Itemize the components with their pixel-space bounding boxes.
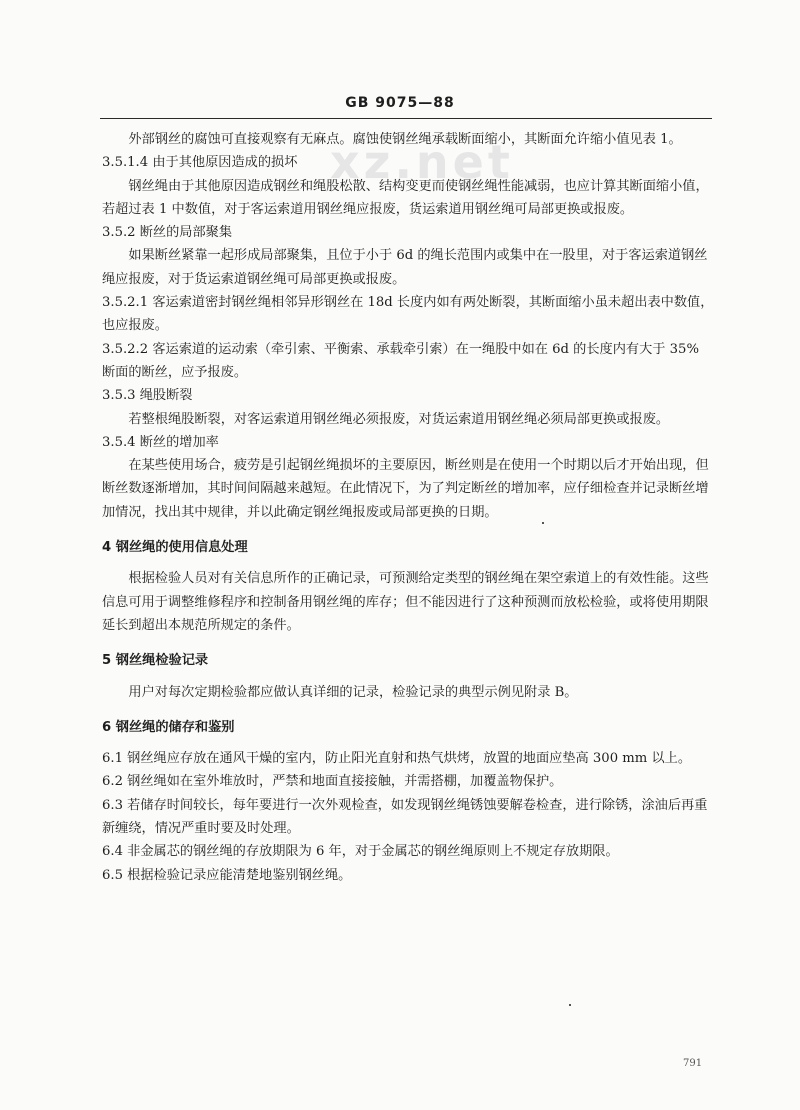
item-6-1: 6.1 钢丝绳应存放在通风干燥的室内，防止阳光直射和热气烘烤，放置的地面应垫高 300 mm 以上。 — [102, 751, 692, 767]
watermark: xz.net — [330, 135, 514, 189]
header-divider — [100, 118, 712, 119]
item-6-4: 6.4 非金属芯的钢丝绳的存放期限为 6 年，对于金属芯的钢丝绳原则上不规定存放期限。 — [102, 844, 619, 860]
paragraph-3-5-2: 如果断丝紧靠一起形成局部聚集，且位于小于 6d 的绳长范围内或集中在一股里，对于客运索道钢丝绳应报废，对于货运索道钢丝绳可局部更换或报废。 — [102, 248, 708, 287]
scan-speck — [542, 522, 544, 524]
paragraph-3-5-2-2: 3.5.2.2 客运索道的运动索（牵引索、平衡索、承载牵引索）在一绳股中如在 6d 的长度内有大于 35% 断面的断丝，应予报废。 — [102, 341, 699, 380]
section-6-heading: 6 钢丝绳的储存和鉴别 — [102, 719, 235, 735]
section-4-heading: 4 钢丝绳的使用信息处理 — [102, 540, 248, 556]
page-number: 791 — [683, 1058, 703, 1069]
heading-3-5-3: 3.5.3 绳股断裂 — [102, 388, 193, 404]
heading-3-5-2: 3.5.2 断丝的局部聚集 — [102, 225, 233, 241]
paragraph-3-5-1-4: 钢丝绳由于其他原因造成钢丝和绳股松散、结构变更而使钢丝绳性能减弱，也应计算其断面缩小值，若超过表 1 中数值，对于客运索道用钢丝绳应报废，货运索道用钢丝绳可局部更换或报废。 — [102, 178, 709, 217]
heading-3-5-1-4: 3.5.1.4 由于其他原因造成的损坏 — [102, 155, 298, 171]
paragraph-3-5-2-1: 3.5.2.1 客运索道密封钢丝绳相邻异形钢丝在 18d 长度内如有两处断裂，其断面缩小虽未超出表中数值，也应报废。 — [102, 295, 714, 334]
paragraph-3-5-3: 若整根绳股断裂，对客运索道用钢丝绳必须报废，对货运索道用钢丝绳必须局部更换或报废。 — [128, 411, 670, 427]
section-5-heading: 5 钢丝绳检验记录 — [102, 653, 209, 669]
item-6-3: 6.3 若储存时间较长，每年要进行一次外观检查，如发现钢丝绳锈蚀要解卷检查，进行除锈，涂油后再重新缠绕，情况严重时要及时处理。 — [102, 797, 708, 837]
item-6-2: 6.2 钢丝绳如在室外堆放时，严禁和地面直接接触，并需搭棚，加覆盖物保护。 — [102, 774, 563, 790]
scan-speck — [569, 1004, 571, 1006]
paragraph-3-5-4: 在某些使用场合，疲劳是引起钢丝绳损坏的主要原因，断丝则是在使用一个时期以后才开始出现，但断丝数逐渐增加，其时间间隔越来越短。在此情况下，为了判定断丝的增加率，应仔细检查并记录断丝增加情况，找出其中规律，并以此确定钢丝绳报废或局部更换的日期。 — [102, 458, 709, 520]
page-header: GB 9075—88 — [345, 95, 455, 111]
section-5-body: 用户对每次定期检验都应做认真详细的记录，检验记录的典型示例见附录 B。 — [128, 684, 578, 700]
paragraph-corrosion: 外部钢丝的腐蚀可直接观察有无麻点。腐蚀使钢丝绳承载断面缩小，其断面允许缩小值见表 1。 — [128, 132, 682, 147]
section-4-body: 根据检验人员对有关信息所作的正确记录，可预测给定类型的钢丝绳在架空索道上的有效性能。这些信息可用于调整维修程序和控制备用钢丝绳的库存；但不能因进行了这种预测而放松检验，或将使用期限延长到超出本规范所规定的条件。 — [102, 571, 709, 633]
heading-3-5-4: 3.5.4 断丝的增加率 — [102, 434, 219, 450]
document-body — [102, 128, 714, 887]
item-6-5: 6.5 根据检验记录应能清楚地鉴别钢丝绳。 — [102, 867, 352, 883]
